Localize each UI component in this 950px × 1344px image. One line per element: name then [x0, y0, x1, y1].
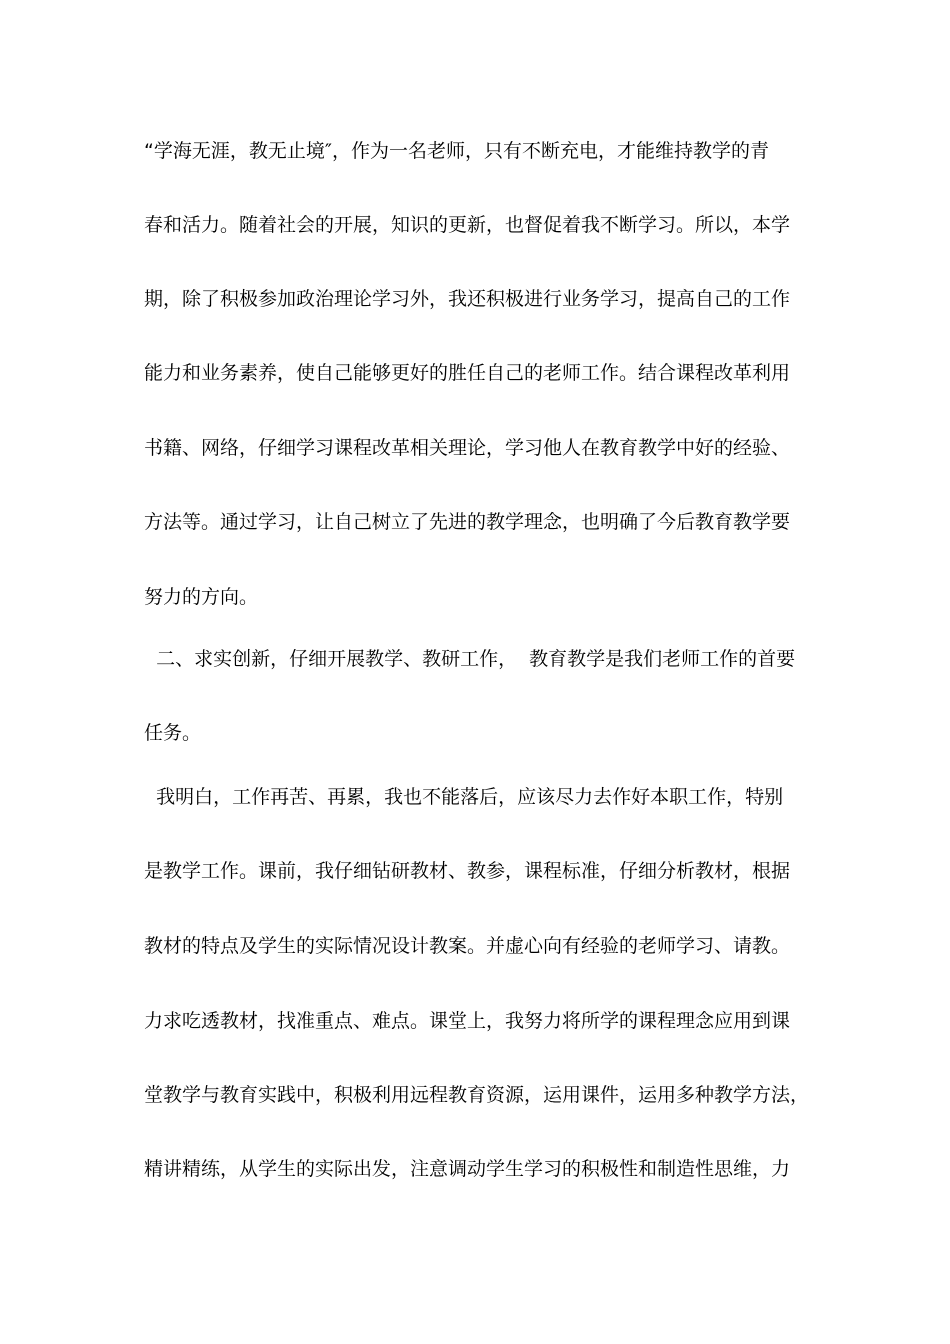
text-line: 方法等。通过学习，让自己树立了先进的教学理念，也明确了今后教育教学要	[144, 511, 791, 533]
text-line: 任务。	[144, 722, 202, 744]
section-heading-line: 二、求实创新，仔细开展教学、教研工作， 教育教学是我们老师工作的首要	[144, 648, 796, 670]
text-line: 力求吃透教材，找准重点、难点。课堂上，我努力将所学的课程理念应用到课	[144, 1010, 791, 1032]
text-line: 能力和业务素养，使自己能够更好的胜任自己的老师工作。结合课程改革利用	[144, 362, 791, 384]
text-line: 期，除了积极参加政治理论学习外，我还积极进行业务学习，提高自己的工作	[144, 288, 791, 310]
text-line: 教材的特点及学生的实际情况设计教案。并虚心向有经验的老师学习、请教。	[144, 935, 791, 957]
text-line: 春和活力。随着社会的开展，知识的更新，也督促着我不断学习。所以，本学	[144, 214, 791, 236]
text-line: 书籍、网络，仔细学习课程改革相关理论，学习他人在教育教学中好的经验、	[144, 437, 791, 459]
text-line: 是教学工作。课前，我仔细钻研教材、教参，课程标准，仔细分析教材，根据	[144, 860, 791, 882]
text-line: “学海无涯，教无止境″，作为一名老师，只有不断充电，才能维持教学的青	[144, 140, 769, 162]
paragraph-start-line: 我明白，工作再苦、再累，我也不能落后，应该尽力去作好本职工作，特别	[144, 786, 784, 808]
text-line: 精讲精练，从学生的实际出发，注意调动学生学习的积极性和制造性思维，力	[144, 1158, 791, 1180]
text-line: 努力的方向。	[144, 586, 259, 608]
text-line: 堂教学与教育实践中，积极利用远程教育资源，运用课件，运用多种教学方法，	[144, 1084, 810, 1106]
